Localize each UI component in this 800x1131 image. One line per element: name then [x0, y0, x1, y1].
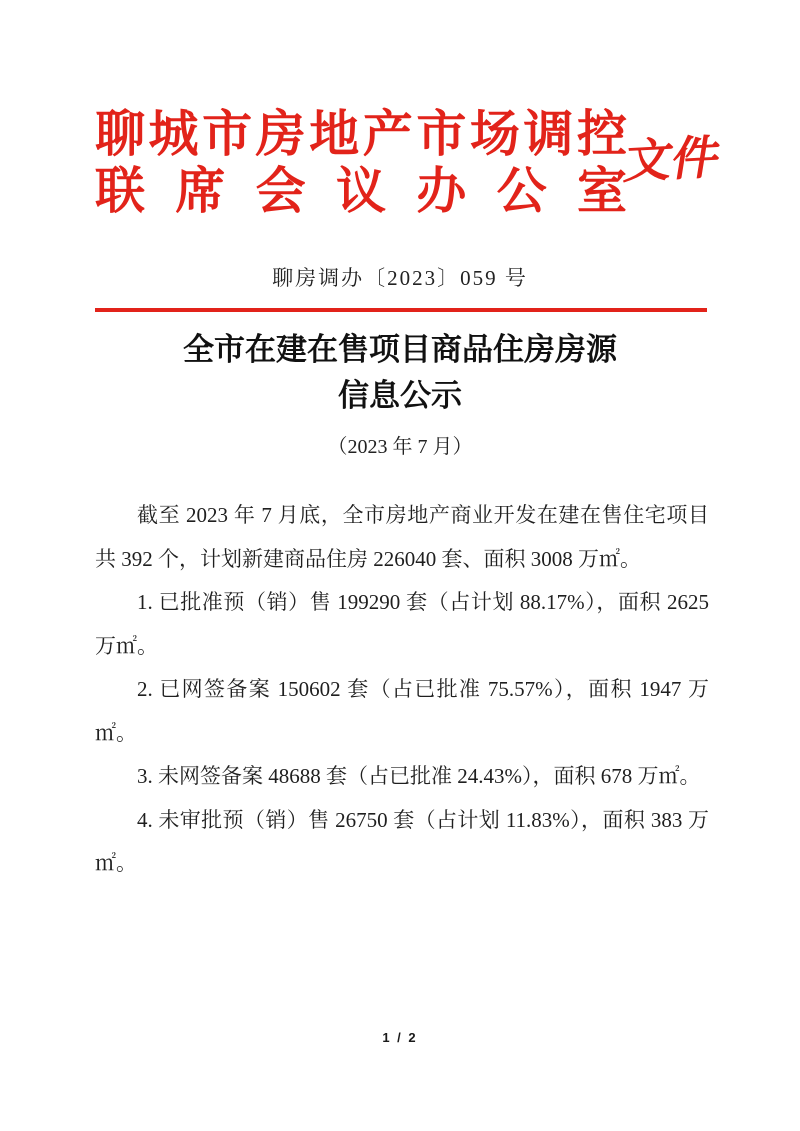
document-title-line1: 全市在建在售项目商品住房房源: [183, 332, 617, 367]
body-paragraph-summary: 截至 2023 年 7 月底，全市房地产商业开发在建在售住宅项目共 392 个，计划新建商品住房 226040 套、面积 3008 万㎡。: [95, 503, 709, 571]
body-paragraph-item1: 1. 已批准预（销）售 199290 套（占计划 88.17%），面积 2625 万㎡。: [95, 590, 709, 658]
document-body: [95, 494, 709, 886]
doc-number: 聊房调办〔2023〕059 号: [272, 266, 528, 290]
letterhead-doc-type-label: 文件: [620, 132, 724, 189]
page-indicator: 1 / 2: [382, 1030, 418, 1045]
body-paragraph-item3: 3. 未网签备案 48688 套（占已批准 24.43%），面积 678 万㎡。: [137, 764, 701, 788]
letterhead-org-line1: 聊城市房地产市场调控: [95, 106, 627, 162]
letterhead-org-name: [95, 106, 627, 220]
red-divider-line: [95, 308, 707, 312]
document-title: [0, 327, 800, 419]
body-paragraph-item4: 4. 未审批预（销）售 26750 套（占计划 11.83%），面积 383 万㎡。: [95, 807, 709, 875]
letterhead-org-line2: 联席会议办公室: [95, 163, 627, 219]
body-paragraph-item2: 2. 已网签备案 150602 套（占已批准 75.57%），面积 1947 万㎡。: [95, 677, 709, 745]
document-title-line2: 信息公示: [338, 378, 462, 413]
document-subtitle: （2023 年 7 月）: [327, 436, 473, 458]
